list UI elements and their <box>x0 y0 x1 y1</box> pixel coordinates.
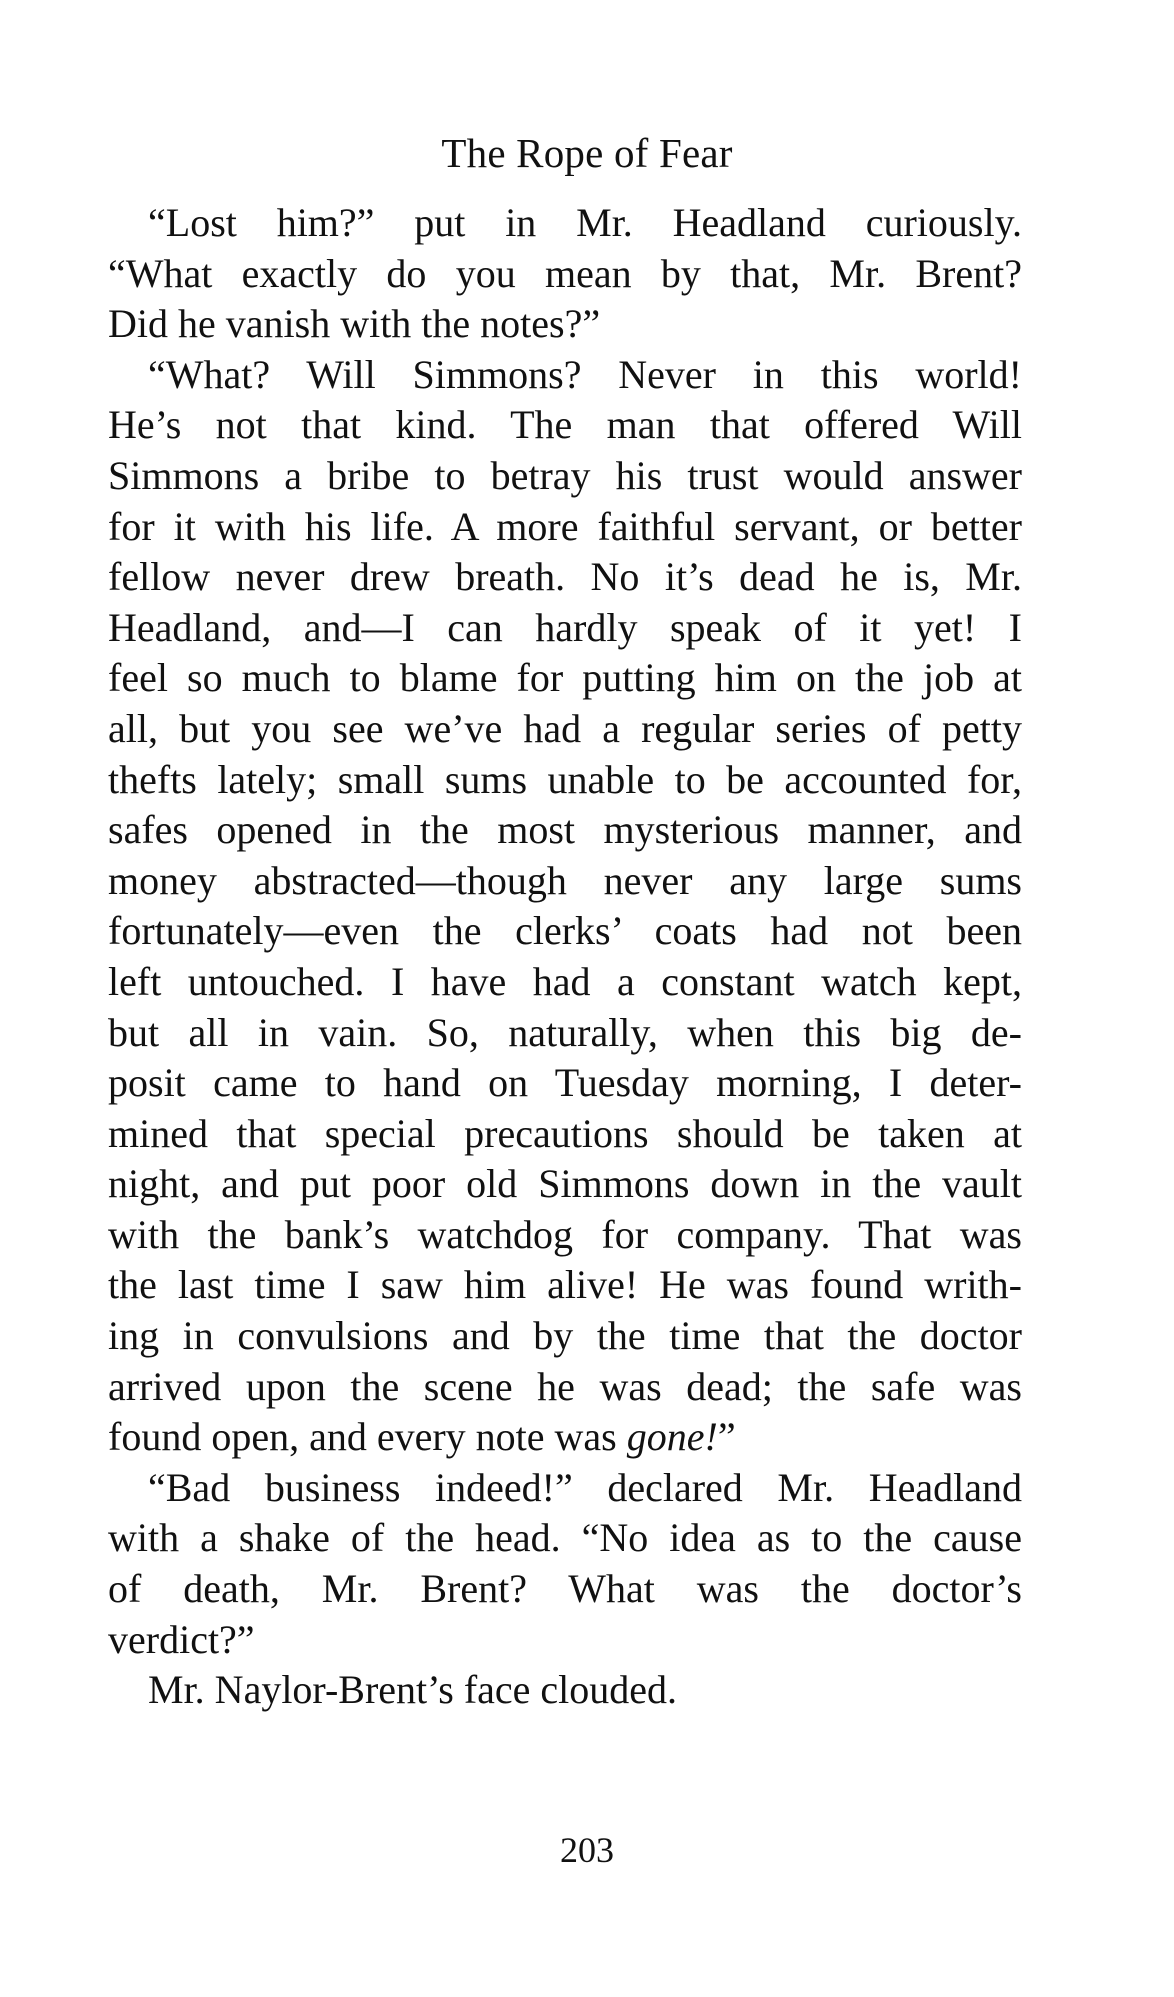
text-line: fortunately—even the clerks’ coats had not been <box>108 908 1022 954</box>
text-line: feel so much to blame for putting him on the job at <box>108 655 1022 701</box>
text-line: left untouched. I have had a constant watch kept, <box>108 958 1022 1004</box>
text-line: all, but you see we’ve had a regular series of petty <box>108 705 1022 751</box>
text-line: Did he vanish with the notes?” <box>108 301 601 347</box>
text-line: Mr. Naylor-Brent’s face clouded. <box>148 1667 678 1713</box>
text-line: posit came to hand on Tuesday morning, I deter- <box>108 1060 1022 1106</box>
emphasized-word: gone! <box>626 1414 718 1460</box>
body-text <box>108 198 1022 1716</box>
text-line: Simmons a bribe to betray his trust would answer <box>108 452 1022 498</box>
running-head: The Rope of Fear <box>441 130 733 176</box>
text-line: ing in convulsions and by the time that the doctor <box>108 1313 1022 1359</box>
text-line-start: found open, and every note was <box>108 1414 627 1460</box>
text-line: with a shake of the head. “No idea as to the cause <box>108 1515 1022 1561</box>
text-line: but all in vain. So, naturally, when this big de- <box>108 1009 1022 1055</box>
page-number: 203 <box>560 1830 614 1870</box>
text-line: night, and put poor old Simmons down in the vault <box>108 1161 1022 1207</box>
text-line: Headland, and—I can hardly speak of it yet! I <box>108 604 1022 650</box>
text-line: “Lost him?” put in Mr. Headland curiously. <box>148 200 1022 245</box>
closing-quote: ” <box>717 1414 736 1460</box>
text-line: mined that special precautions should be taken at <box>108 1110 1022 1156</box>
text-line: of death, Mr. Brent? What was the doctor’s <box>108 1566 1022 1612</box>
text-line: with the bank’s watchdog for company. That was <box>108 1211 1022 1257</box>
text-line: for it with his life. A more faithful servant, or better <box>108 503 1022 549</box>
text-line: “What exactly do you mean by that, Mr. Brent? <box>108 250 1022 296</box>
text-line: arrived upon the scene he was dead; the safe was <box>108 1363 1022 1409</box>
text-line: money abstracted—though never any large sums <box>108 857 1022 903</box>
text-line: “What? Will Simmons? Never in this world! <box>148 351 1022 397</box>
text-line: the last time I saw him alive! He was found writh- <box>108 1262 1022 1308</box>
text-line: safes opened in the most mysterious manner, and <box>108 807 1022 853</box>
text-line: verdict?” <box>108 1616 255 1662</box>
text-line: fellow never drew breath. No it’s dead he is, Mr. <box>108 554 1022 600</box>
text-line: “Bad business indeed!” declared Mr. Headland <box>148 1464 1022 1510</box>
text-line: He’s not that kind. The man that offered Will <box>108 402 1022 448</box>
text-line <box>108 1412 1022 1463</box>
text-line: thefts lately; small sums unable to be accounted for, <box>108 756 1022 802</box>
